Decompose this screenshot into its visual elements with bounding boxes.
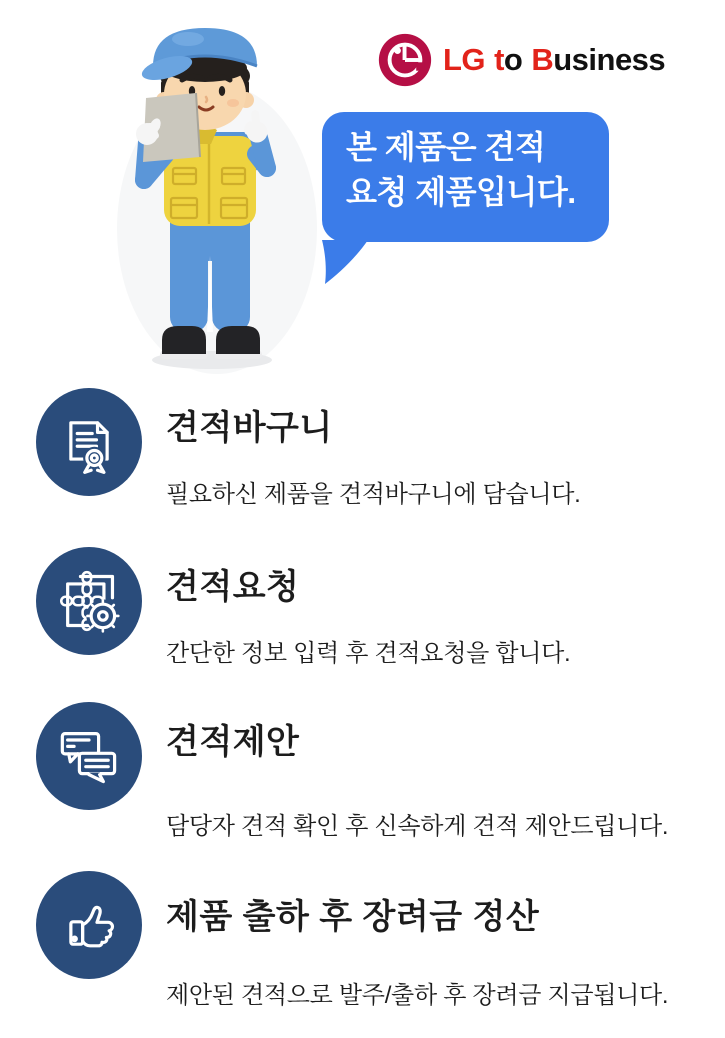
brand-header (377, 31, 665, 88)
step1-description: 필요하신 제품을 견적바구니에 담습니다. (166, 481, 581, 508)
step4-description: 제안된 견적으로 발주/출하 후 장려금 지급됩니다. (166, 982, 669, 1009)
step3-title: 견적제안 (166, 723, 300, 761)
speech-bubble-line2: 요청 제품입니다. (346, 174, 576, 210)
speech-bubble (322, 112, 609, 242)
thumbs-up-icon (57, 893, 121, 957)
chain-process-icon (57, 569, 121, 633)
chat-bubbles-icon (57, 724, 121, 788)
step1-title: 견적바구니 (166, 409, 333, 447)
brand-seg-lg: LG (443, 41, 486, 77)
worker-character-illustration (110, 14, 325, 376)
step4-title: 제품 출하 후 장려금 정산 (166, 898, 540, 936)
speech-bubble-text (346, 125, 576, 215)
speech-bubble-tail (322, 240, 372, 286)
brand-seg-o: o (503, 41, 523, 77)
brand-seg-t: t (494, 41, 504, 77)
brand-seg-usiness: usiness (553, 41, 666, 77)
step1-icon-circle (36, 388, 142, 496)
brand-title (443, 42, 665, 78)
brand-seg-b: B (531, 41, 554, 77)
step2-icon-circle (36, 547, 142, 655)
step3-icon-circle (36, 702, 142, 810)
certificate-icon (57, 410, 121, 474)
lg-logo-icon (377, 32, 433, 88)
step4-icon-circle (36, 871, 142, 979)
speech-bubble-line1: 본 제품은 견적 (346, 129, 546, 165)
step2-title: 견적요청 (166, 568, 300, 606)
step3-description: 담당자 견적 확인 후 신속하게 견적 제안드립니다. (166, 813, 669, 840)
step2-description: 간단한 정보 입력 후 견적요청을 합니다. (166, 640, 571, 667)
